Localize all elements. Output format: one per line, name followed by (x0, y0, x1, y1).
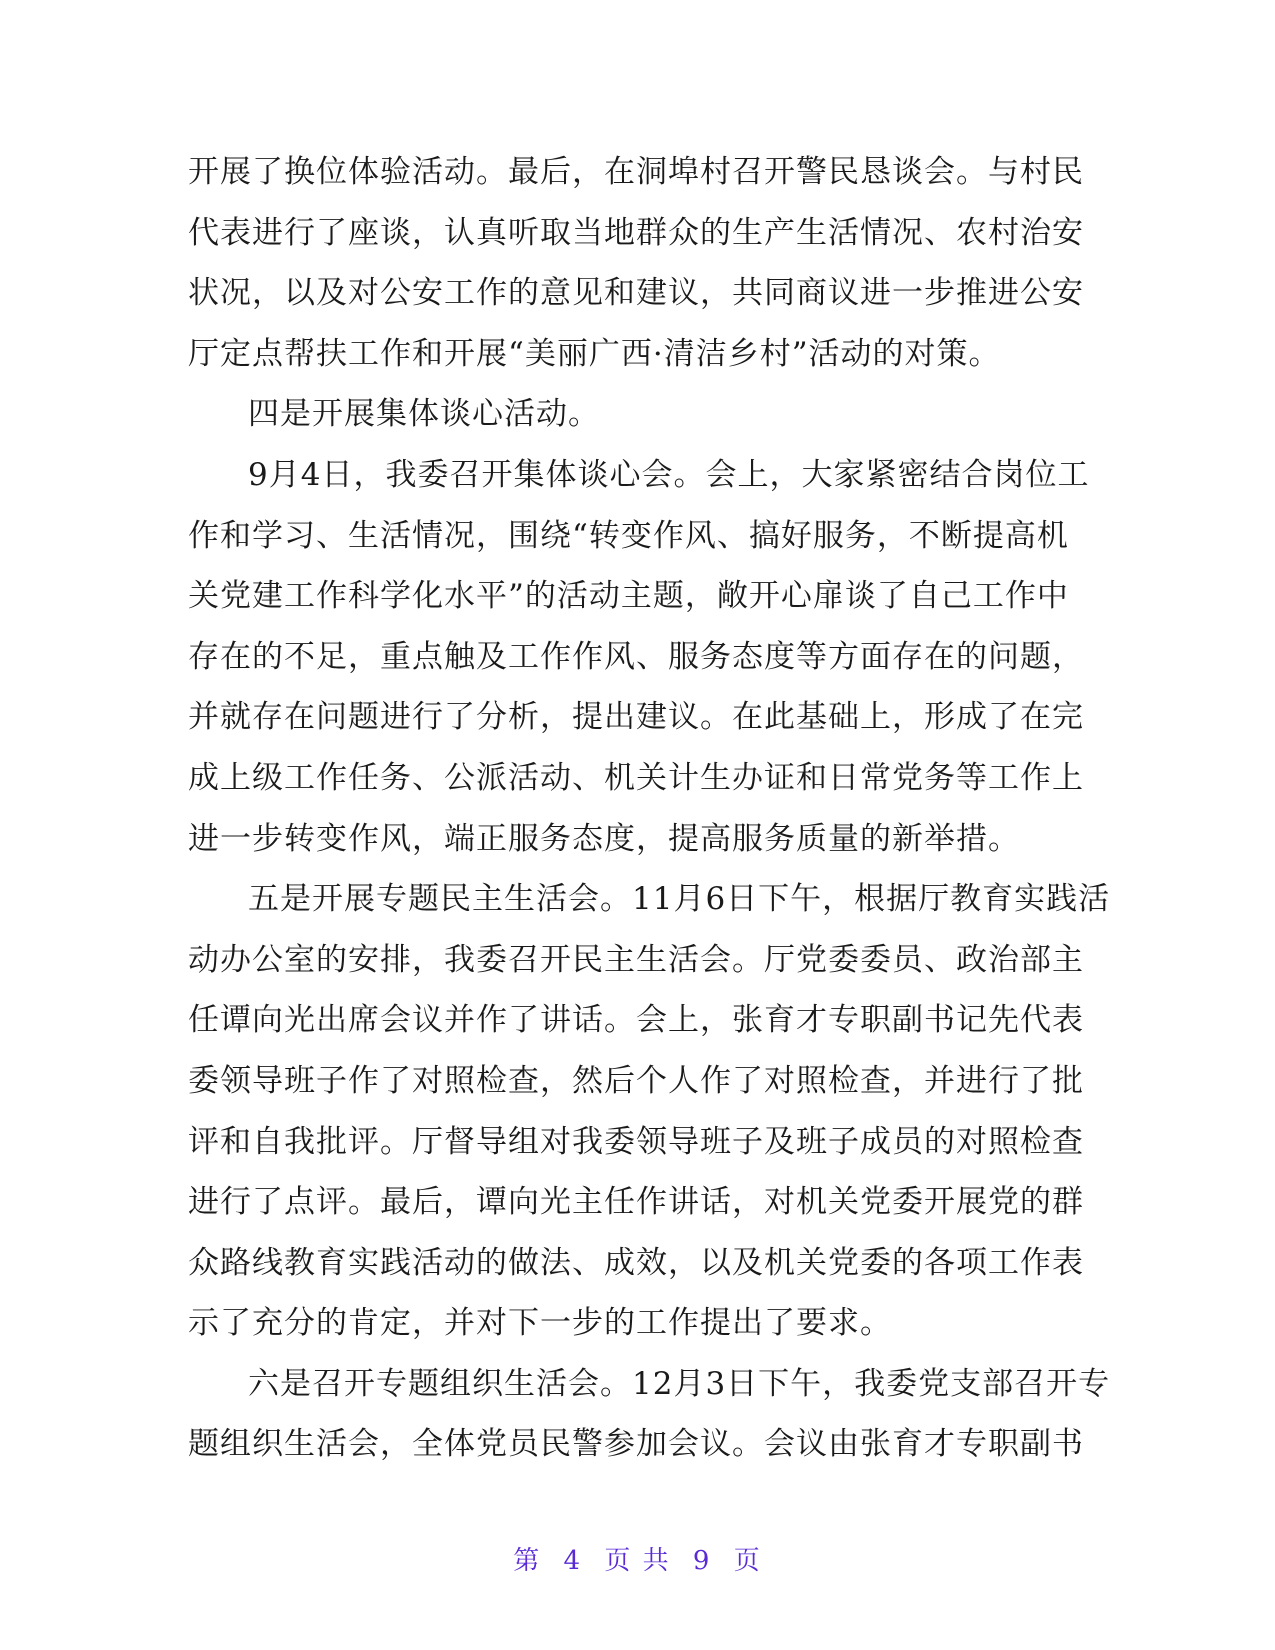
page-footer (0, 1540, 1275, 1577)
text-line: 进行了点评。最后，谭向光主任作讲话，对机关党委开展党的群 (188, 1184, 1084, 1221)
text-line: 成上级工作任务、公派活动、机关计生办证和日常党务等工作上 (188, 759, 1084, 796)
text-line: 评和自我批评。厅督导组对我委领导班子及班子成员的对照检查 (188, 1123, 1084, 1160)
footer-middle: 页 共 (604, 1546, 671, 1576)
text-line: 四是开展集体谈心活动。 (248, 396, 600, 433)
footer-prefix: 第 (513, 1546, 542, 1576)
text-line: 题组织生活会，全体党员民警参加会议。会议由张育才专职副书 (188, 1426, 1084, 1463)
text-line: 五是开展专题民主生活会。11月6日下午，根据厅教育实践活 (248, 881, 1111, 918)
text-line: 进一步转变作风，端正服务态度，提高服务质量的新举措。 (188, 820, 1020, 857)
text-line: 动办公室的安排，我委召开民主生活会。厅党委委员、政治部主 (188, 941, 1084, 978)
document-body (188, 142, 1111, 1475)
text-line: 示了充分的肯定，并对下一步的工作提出了要求。 (188, 1305, 892, 1342)
text-line: 六是召开专题组织生活会。12月3日下午，我委党支部召开专 (248, 1365, 1111, 1402)
text-line: 委领导班子作了对照检查，然后个人作了对照检查，并进行了批 (188, 1062, 1084, 1099)
text-line: 存在的不足，重点触及工作作风、服务态度等方面存在的问题， (188, 638, 1084, 675)
text-line: 开展了换位体验活动。最后，在洞埠村召开警民恳谈会。与村民 (188, 154, 1084, 190)
text-line: 作和学习、生活情况，围绕“转变作风、搞好服务，不断提高机 (188, 517, 1069, 554)
text-line: 并就存在问题进行了分析，提出建议。在此基础上，形成了在完 (188, 699, 1084, 736)
footer-page-number: 4 (563, 1546, 583, 1576)
text-line: 厅定点帮扶工作和开展“美丽广西·清洁乡村”活动的对策。 (188, 335, 1001, 372)
text-line: 代表进行了座谈，认真听取当地群众的生产生活情况、农村治安 (188, 214, 1084, 251)
text-line: 状况，以及对公安工作的意见和建议，共同商议进一步推进公安 (188, 275, 1084, 312)
text-line: 关党建工作科学化水平”的活动主题，敞开心扉谈了自己工作中 (188, 578, 1069, 615)
text-line: 任谭向光出席会议并作了讲话。会上，张育才专职副书记先代表 (188, 1002, 1084, 1039)
text-line: 9月4日，我委召开集体谈心会。会上，大家紧密结合岗位工 (248, 456, 1090, 493)
footer-suffix: 页 (733, 1546, 762, 1576)
footer-total-pages: 9 (692, 1546, 712, 1576)
text-line: 众路线教育实践活动的做法、成效，以及机关党委的各项工作表 (188, 1244, 1084, 1281)
